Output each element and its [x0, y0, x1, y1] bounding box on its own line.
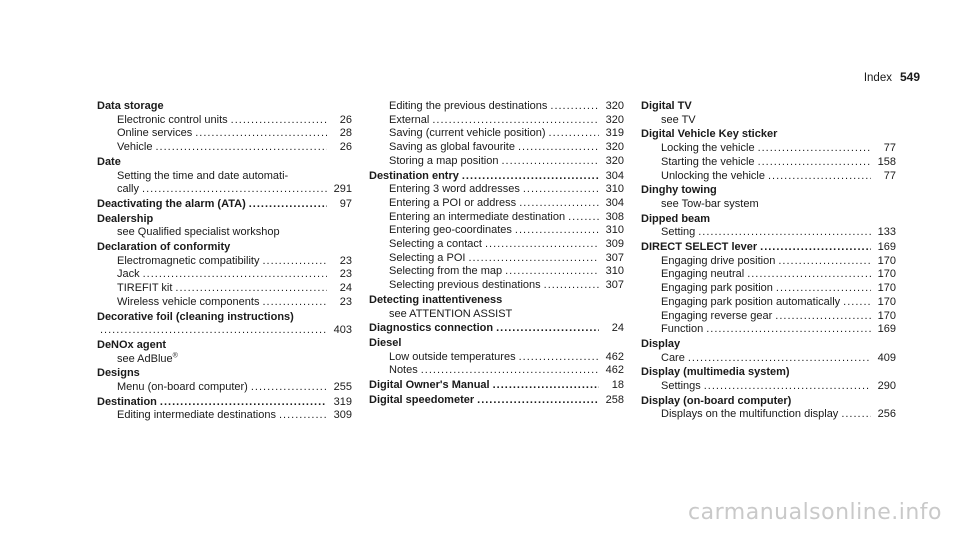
index-term[interactable] [369, 394, 624, 408]
index-subentry[interactable] [97, 409, 352, 423]
subentry-label: Engaging park position [661, 282, 773, 295]
page-reference[interactable]: 26 [339, 113, 352, 126]
page-reference[interactable]: 319 [605, 127, 624, 140]
dot-leader [523, 183, 599, 197]
subentry-label: Notes [389, 364, 418, 377]
watermark: carmanualsonline.info [688, 500, 942, 525]
subentry-label: see Tow-bar system [661, 197, 759, 210]
page-reference[interactable]: 258 [605, 393, 624, 406]
index-entry [641, 338, 896, 365]
index-subentry[interactable] [641, 408, 896, 422]
subentry-label: Setting [661, 226, 696, 239]
subentry-label: see TV [661, 113, 696, 126]
index-term[interactable] [97, 311, 352, 325]
index-subentry[interactable] [369, 308, 624, 322]
subentry-label: Engaging neutral [661, 268, 745, 281]
index-subentry[interactable] [641, 310, 896, 324]
dot-leader [421, 364, 599, 378]
term-label: Display (multimedia system) [641, 366, 790, 379]
subentry-label: Settings [661, 380, 701, 393]
dot-leader [688, 352, 871, 366]
index-subentry[interactable] [641, 226, 896, 240]
subentry-label: Saving (current vehicle position) [389, 127, 546, 140]
index-subentry[interactable] [97, 353, 352, 367]
page-reference[interactable]: 170 [877, 295, 896, 308]
index-subentry[interactable] [641, 170, 896, 184]
term-label: Destination entry [369, 169, 459, 182]
dot-leader [704, 380, 871, 394]
term-label: Declaration of conformity [97, 241, 231, 254]
page-reference[interactable]: 158 [877, 155, 896, 168]
index-term[interactable] [641, 213, 896, 227]
index-subentry[interactable] [97, 282, 352, 296]
page-reference[interactable]: 304 [605, 196, 624, 209]
index-term[interactable] [97, 156, 352, 170]
index-subentry[interactable] [97, 268, 352, 282]
index-entry [97, 198, 352, 212]
index-entry [641, 128, 896, 183]
term-label: Decorative foil (cleaning instructions) [97, 310, 294, 323]
index-column-2 [369, 100, 624, 407]
index-term[interactable] [369, 294, 624, 308]
index-term[interactable] [369, 170, 624, 184]
index-subentry[interactable] [97, 296, 352, 310]
index-entry [641, 213, 896, 240]
page-reference[interactable]: 170 [877, 309, 896, 322]
subentry-label: Selecting from the map [389, 265, 503, 278]
index-subentry[interactable] [641, 255, 896, 269]
dot-leader [155, 141, 327, 155]
subentry-label: Setting the time and date automati- [117, 169, 289, 182]
index-subentry[interactable] [369, 127, 624, 141]
dot-leader [518, 141, 599, 155]
page-reference[interactable]: 308 [605, 210, 624, 223]
subentry-label: Electronic control units [117, 113, 228, 126]
index-subentry[interactable] [369, 211, 624, 225]
subentry-label: Entering a POI or address [389, 196, 517, 209]
index-entry [369, 294, 624, 321]
dot-leader [760, 241, 871, 255]
index-subentry[interactable] [641, 268, 896, 282]
subentry-label: Displays on the multifunction display [661, 408, 839, 421]
dot-leader [549, 127, 599, 141]
index-subentry[interactable] [97, 381, 352, 395]
subentry-label: Wireless vehicle components [117, 295, 260, 308]
subentry-label: Entering an intermediate destination [389, 210, 566, 223]
subentry-label: Entering 3 word addresses [389, 183, 520, 196]
index-term[interactable] [369, 322, 624, 336]
index-entry [97, 100, 352, 155]
term-label: Diagnostics connection [369, 322, 494, 335]
subentry-label: Locking the vehicle [661, 142, 755, 155]
index-entry [97, 311, 352, 338]
subentry-label: Jack [117, 268, 140, 281]
dot-leader [519, 197, 599, 211]
page-reference[interactable]: 97 [339, 197, 352, 210]
subentry-label: see AdBlue® [117, 352, 178, 365]
index-entry [97, 213, 352, 240]
dot-leader [160, 396, 327, 410]
term-label: Digital Owner's Manual [369, 379, 490, 392]
index-subentry[interactable] [369, 224, 624, 238]
index-subentry[interactable] [369, 155, 624, 169]
subentry-label: Engaging park position automatically [661, 295, 841, 308]
index-term[interactable] [369, 337, 624, 351]
subentry-label: Starting the vehicle [661, 155, 755, 168]
index-term[interactable] [641, 366, 896, 380]
dot-leader [175, 282, 327, 296]
dot-leader [100, 324, 327, 338]
subentry-label: see Qualified specialist workshop [117, 226, 280, 239]
page-reference[interactable]: 290 [877, 380, 896, 393]
subentry-label: Low outside temperatures [389, 350, 516, 363]
dot-leader [468, 252, 599, 266]
index-subentry[interactable] [641, 296, 896, 310]
index-subentry[interactable] [369, 364, 624, 378]
term-label: Detecting inattentiveness [369, 293, 503, 306]
term-label: Display (on-board computer) [641, 394, 792, 407]
index-subentry[interactable] [369, 100, 624, 114]
dot-leader [519, 351, 599, 365]
term-label: Dinghy towing [641, 184, 717, 197]
subentry-label: Function [661, 323, 704, 336]
index-subentry[interactable] [369, 197, 624, 211]
dot-leader [251, 381, 327, 395]
index-entry [641, 184, 896, 211]
index-entry [369, 170, 624, 293]
term-label: Dipped beam [641, 212, 711, 225]
index-entry [97, 156, 352, 197]
term-label: Dealership [97, 212, 154, 225]
index-entry [369, 100, 624, 169]
page-reference[interactable]: 304 [605, 169, 624, 182]
index-term[interactable] [97, 198, 352, 212]
index-subentry[interactable] [641, 282, 896, 296]
index-term[interactable] [97, 100, 352, 114]
dot-leader [776, 282, 871, 296]
dot-leader [477, 394, 599, 408]
index-subentry[interactable] [641, 198, 896, 212]
dot-leader [432, 114, 599, 128]
index-entry [97, 339, 352, 366]
page-reference[interactable]: 23 [339, 254, 352, 267]
dot-leader [496, 322, 599, 336]
index-term[interactable] [97, 396, 352, 410]
index-subentry[interactable] [641, 380, 896, 394]
index-entry [97, 396, 352, 423]
page-reference[interactable]: 255 [333, 381, 352, 394]
index-subentry[interactable] [641, 352, 896, 366]
page-reference[interactable]: 291 [333, 183, 352, 196]
subentry-label: Care [661, 351, 685, 364]
dot-leader [568, 211, 599, 225]
dot-leader [550, 100, 599, 114]
section-title: Index [863, 72, 892, 84]
page-reference[interactable]: 403 [333, 324, 352, 337]
subentry-label: Engaging reverse gear [661, 309, 773, 322]
subentry-label: Selecting a contact [389, 238, 482, 251]
index-entry [97, 367, 352, 394]
index-subentry[interactable] [641, 156, 896, 170]
index-subentry[interactable] [369, 114, 624, 128]
index-term[interactable] [641, 241, 896, 255]
page-reference[interactable]: 309 [333, 409, 352, 422]
term-label: Diesel [369, 336, 402, 349]
page-header [864, 70, 920, 84]
page-reference[interactable]: 320 [605, 141, 624, 154]
index-term[interactable] [641, 184, 896, 198]
index-column-3 [641, 100, 896, 422]
dot-leader [462, 170, 599, 184]
page-reference[interactable]: 169 [877, 323, 896, 336]
index-entry [369, 322, 624, 336]
index-subentry[interactable] [369, 252, 624, 266]
index-entry [369, 379, 624, 393]
page-reference[interactable]: 28 [339, 127, 352, 140]
term-label: Date [97, 155, 121, 168]
page-reference[interactable]: 462 [605, 364, 624, 377]
term-label: Display [641, 337, 681, 350]
index-subentry[interactable] [369, 351, 624, 365]
index-subentry[interactable] [97, 183, 352, 197]
dot-leader [775, 310, 871, 324]
page-reference[interactable]: 169 [877, 241, 896, 254]
dot-leader [841, 408, 871, 422]
index-subentry[interactable] [97, 255, 352, 269]
index-subentry[interactable] [97, 127, 352, 141]
subentry-label: Vehicle [117, 141, 153, 154]
index-term[interactable] [97, 367, 352, 381]
dot-leader [843, 296, 871, 310]
page-number: 549 [899, 70, 920, 84]
dot-leader [768, 170, 871, 184]
term-label: Digital speedometer [369, 393, 475, 406]
dot-leader [142, 183, 327, 197]
term-label: Deactivating the alarm (ATA) [97, 197, 246, 210]
subentry-label: Editing intermediate destinations [117, 409, 276, 422]
page-reference[interactable]: 77 [883, 169, 896, 182]
index-subentry[interactable] [369, 265, 624, 279]
page-reference[interactable]: 320 [605, 100, 624, 112]
dot-leader [279, 409, 327, 423]
registered-mark: ® [172, 352, 178, 359]
subentry-label: Selecting previous destinations [389, 279, 541, 292]
dot-leader [501, 155, 599, 169]
index-entry [641, 395, 896, 422]
subentry-label: Online services [117, 127, 193, 140]
page-reference[interactable]: 23 [339, 268, 352, 281]
index-term[interactable] [641, 128, 896, 142]
dot-leader [747, 268, 871, 282]
subentry-label: Entering geo-coordinates [389, 224, 512, 237]
dot-leader [778, 255, 871, 269]
dot-leader [493, 379, 599, 393]
index-term[interactable] [97, 213, 352, 227]
term-label: Designs [97, 367, 140, 380]
page-reference[interactable]: 320 [605, 113, 624, 126]
subentry-label: Storing a map position [389, 154, 499, 167]
page-reference[interactable]: 307 [605, 251, 624, 264]
index-subentry[interactable] [97, 114, 352, 128]
page-reference[interactable]: 319 [333, 395, 352, 408]
dot-leader [505, 265, 599, 279]
page-reference[interactable]: 310 [605, 183, 624, 196]
dot-leader [231, 114, 327, 128]
subentry-label: Selecting a POI [389, 251, 466, 264]
page-reference[interactable]: 170 [877, 268, 896, 281]
dot-leader [262, 296, 327, 310]
term-label: Digital Vehicle Key sticker [641, 128, 778, 141]
page-reference[interactable]: 24 [611, 322, 624, 335]
page-reference[interactable]: 170 [877, 282, 896, 295]
subentry-label: Editing the previous destinations [389, 100, 548, 112]
index-term[interactable] [97, 241, 352, 255]
index-subentry[interactable] [369, 183, 624, 197]
page-reference[interactable]: 170 [877, 254, 896, 267]
index-term[interactable] [641, 100, 896, 114]
page-reference[interactable]: 409 [877, 351, 896, 364]
term-label: DIRECT SELECT lever [641, 241, 758, 254]
dot-leader [143, 268, 327, 282]
subentry-label: External [389, 113, 430, 126]
index-entry [369, 337, 624, 378]
dot-leader [485, 238, 599, 252]
page-reference[interactable]: 24 [339, 282, 352, 295]
subentry-label: cally [117, 183, 140, 196]
index-column-1 [97, 100, 352, 423]
index-entry [641, 100, 896, 127]
dot-leader [515, 224, 599, 238]
dot-leader [706, 323, 871, 337]
page-reference[interactable]: 320 [605, 154, 624, 167]
page-reference[interactable]: 310 [605, 224, 624, 237]
subentry-label: see ATTENTION ASSIST [389, 307, 513, 320]
dot-leader [758, 156, 871, 170]
index-subentry[interactable] [369, 279, 624, 293]
index-term[interactable] [369, 379, 624, 393]
term-label: Data storage [97, 100, 164, 112]
index-subentry[interactable] [97, 141, 352, 155]
subentry-label: Engaging drive position [661, 254, 776, 267]
term-label: Destination [97, 395, 157, 408]
index-subentry[interactable] [97, 226, 352, 240]
index-subentry[interactable] [641, 323, 896, 337]
page-reference[interactable]: 23 [339, 295, 352, 308]
index-subentry[interactable] [641, 142, 896, 156]
subentry-label: Electromagnetic compatibility [117, 254, 260, 267]
index-subentry[interactable] [97, 324, 352, 338]
index-entry [641, 241, 896, 337]
dot-leader [544, 279, 599, 293]
dot-leader [262, 255, 327, 269]
page-reference[interactable]: 256 [877, 408, 896, 421]
index-term[interactable] [97, 339, 352, 353]
page-reference[interactable]: 133 [877, 226, 896, 239]
subentry-label: Unlocking the vehicle [661, 169, 765, 182]
page-reference[interactable]: 310 [605, 265, 624, 278]
dot-leader [195, 127, 327, 141]
subentry-label: TIREFIT kit [117, 282, 173, 295]
index-term[interactable] [641, 338, 896, 352]
page-reference[interactable]: 18 [611, 379, 624, 392]
dot-leader [758, 142, 871, 156]
index-subentry[interactable] [369, 141, 624, 155]
page-reference[interactable]: 77 [883, 142, 896, 155]
page-reference[interactable]: 26 [339, 141, 352, 154]
subentry-label: Saving as global favourite [389, 141, 515, 154]
index-entry [369, 394, 624, 408]
index-subentry[interactable] [369, 238, 624, 252]
page-reference[interactable]: 462 [605, 350, 624, 363]
term-label: Digital TV [641, 100, 692, 112]
page-reference[interactable]: 307 [605, 279, 624, 292]
index-entry [641, 366, 896, 393]
subentry-label: Menu (on-board computer) [117, 381, 248, 394]
index-term[interactable] [641, 395, 896, 409]
index-subentry[interactable] [641, 114, 896, 128]
page-reference[interactable]: 309 [605, 238, 624, 251]
dot-leader [698, 226, 871, 240]
index-subentry[interactable] [97, 170, 352, 184]
term-label: DeNOx agent [97, 338, 167, 351]
index-entry [97, 241, 352, 310]
dot-leader [249, 198, 327, 212]
